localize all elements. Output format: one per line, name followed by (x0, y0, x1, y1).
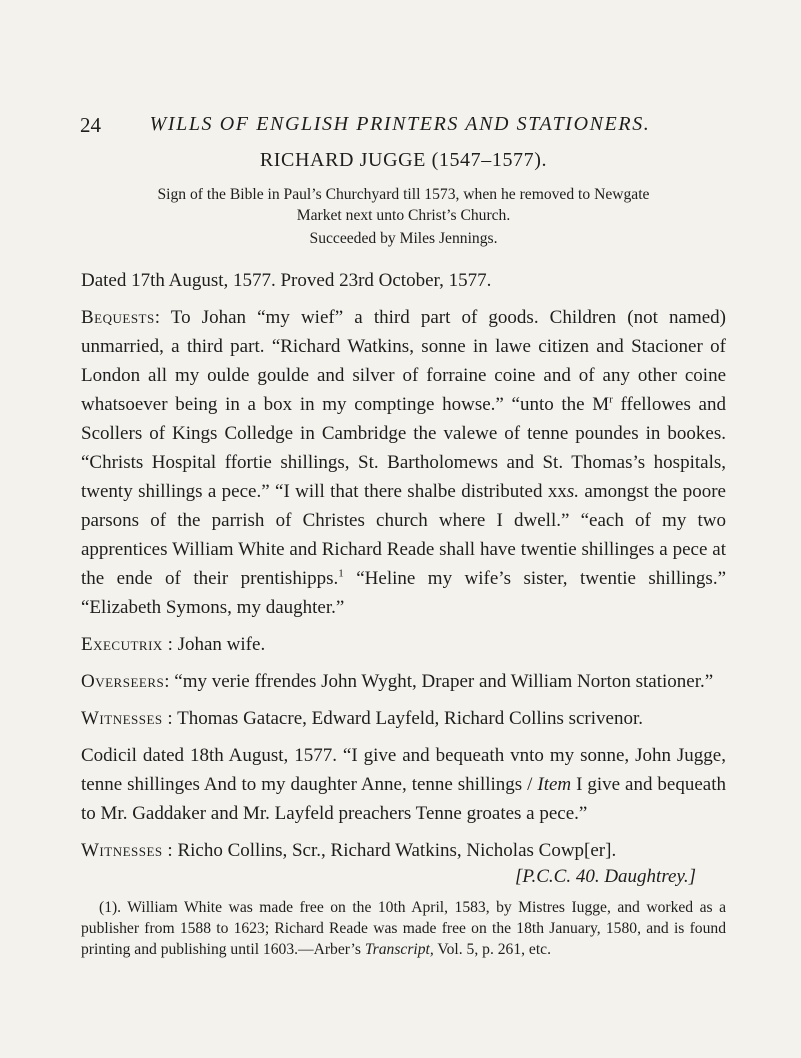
witnesses-text: : Thomas Gatacre, Edward Layfeld, Richard Collins scrivenor. (162, 708, 643, 729)
codicil-item: Item (537, 774, 572, 795)
dated-line: Dated 17th August, 1577. Proved 23rd October, 1577. (81, 270, 492, 291)
executrix-paragraph (81, 630, 726, 659)
witnesses-paragraph (81, 704, 726, 733)
witnesses2-text: : Richo Collins, Scr., Richard Watkins, Nicholas Cowp[er]. (162, 840, 617, 861)
sign-line-1: Sign of the Bible in Paul’s Churchyard till 1573, when he removed to Newgate (157, 186, 650, 203)
overseers-label: Overseers (81, 671, 165, 692)
footnote-transcript: Transcript, (364, 941, 434, 958)
footnote (81, 897, 726, 960)
footnote-text-b: Vol. 5, p. 261, etc. (433, 941, 552, 958)
page-number: 24 (80, 113, 101, 137)
executrix-label: Executrix (81, 634, 163, 655)
bequests-text-c: amongst the poore parsons of the parrish of Christes church where I dwell.” “each of my two apprentices William White and Richard Reade shall have twentie shillinges a pece at the ende of their prentishipps. (81, 481, 726, 589)
footnote-mark: 1 (338, 567, 344, 580)
succeeded-by: Succeeded by Miles Jennings. (309, 230, 498, 247)
bequests-text-a: : To Johan “my wief” a third part of goods. Children (not named) unmarried, a third part. “Richard Watkins, sonne in lawe citizen and Stacioner of London all my oulde goulde and silver of forraine coine and of any other coine whatsoever being in a box in my comptinge howse.” “unto the M (81, 307, 726, 415)
witnesses2-paragraph (81, 836, 726, 865)
entry-title: RICHARD JUGGE (1547–1577). (259, 149, 548, 171)
citation: [P.C.C. 40. Daughtrey.] (514, 866, 696, 887)
superscript-r: r (609, 393, 613, 406)
bequests-text-b: ffellowes and Scollers of Kings Colledge in Cambridge the valewe of tenne poundes in bookes. “Christs Hospital ffortie shillings, St. Bartholomews and St. Thomas’s hospitals, twenty shillings a pece.” “I will that there shalbe distributed xx (81, 394, 726, 502)
sign-line-2: Market next unto Christ’s Church. (296, 207, 511, 224)
overseers-paragraph (81, 667, 726, 696)
bequests-paragraph (81, 303, 726, 622)
page-header (0, 113, 801, 143)
text-column (81, 146, 726, 960)
sign-description (111, 184, 696, 226)
running-title: WILLS OF ENGLISH PRINTERS AND STATIONERS. (149, 113, 651, 135)
codicil-text-b: I give and bequeath to Mr. Gaddaker and Mr. Layfeld preachers Tenne groates a pece.” (81, 774, 726, 824)
codicil-paragraph (81, 741, 726, 828)
bequests-text-d: “Heline my wife’s sister, twentie shillings.” “Elizabeth Symons, my daughter.” (81, 568, 727, 618)
executrix-text: : Johan wife. (162, 634, 266, 655)
witnesses2-label: Witnesses (81, 840, 163, 861)
footnote-text-a: (1). William White was made free on the 10th April, 1583, by Mistres Iugge, and worked as a publisher from 1588 to 1623; Richard Reade was made free on the 18th January, 1580, and is found printing and publishing until 1603.—Arber’s (81, 899, 726, 958)
witnesses-label: Witnesses (81, 708, 163, 729)
codicil-text-a: Codicil dated 18th August, 1577. “I give and bequeath vnto my sonne, John Jugge, tenne shillinges And to my daughter Anne, tenne shillings / (81, 745, 726, 795)
shillings-abbrev: s. (566, 481, 580, 502)
bequests-label: Bequests (81, 307, 155, 328)
overseers-text: : “my verie ffrendes John Wyght, Draper and William Norton stationer.” (164, 671, 714, 692)
